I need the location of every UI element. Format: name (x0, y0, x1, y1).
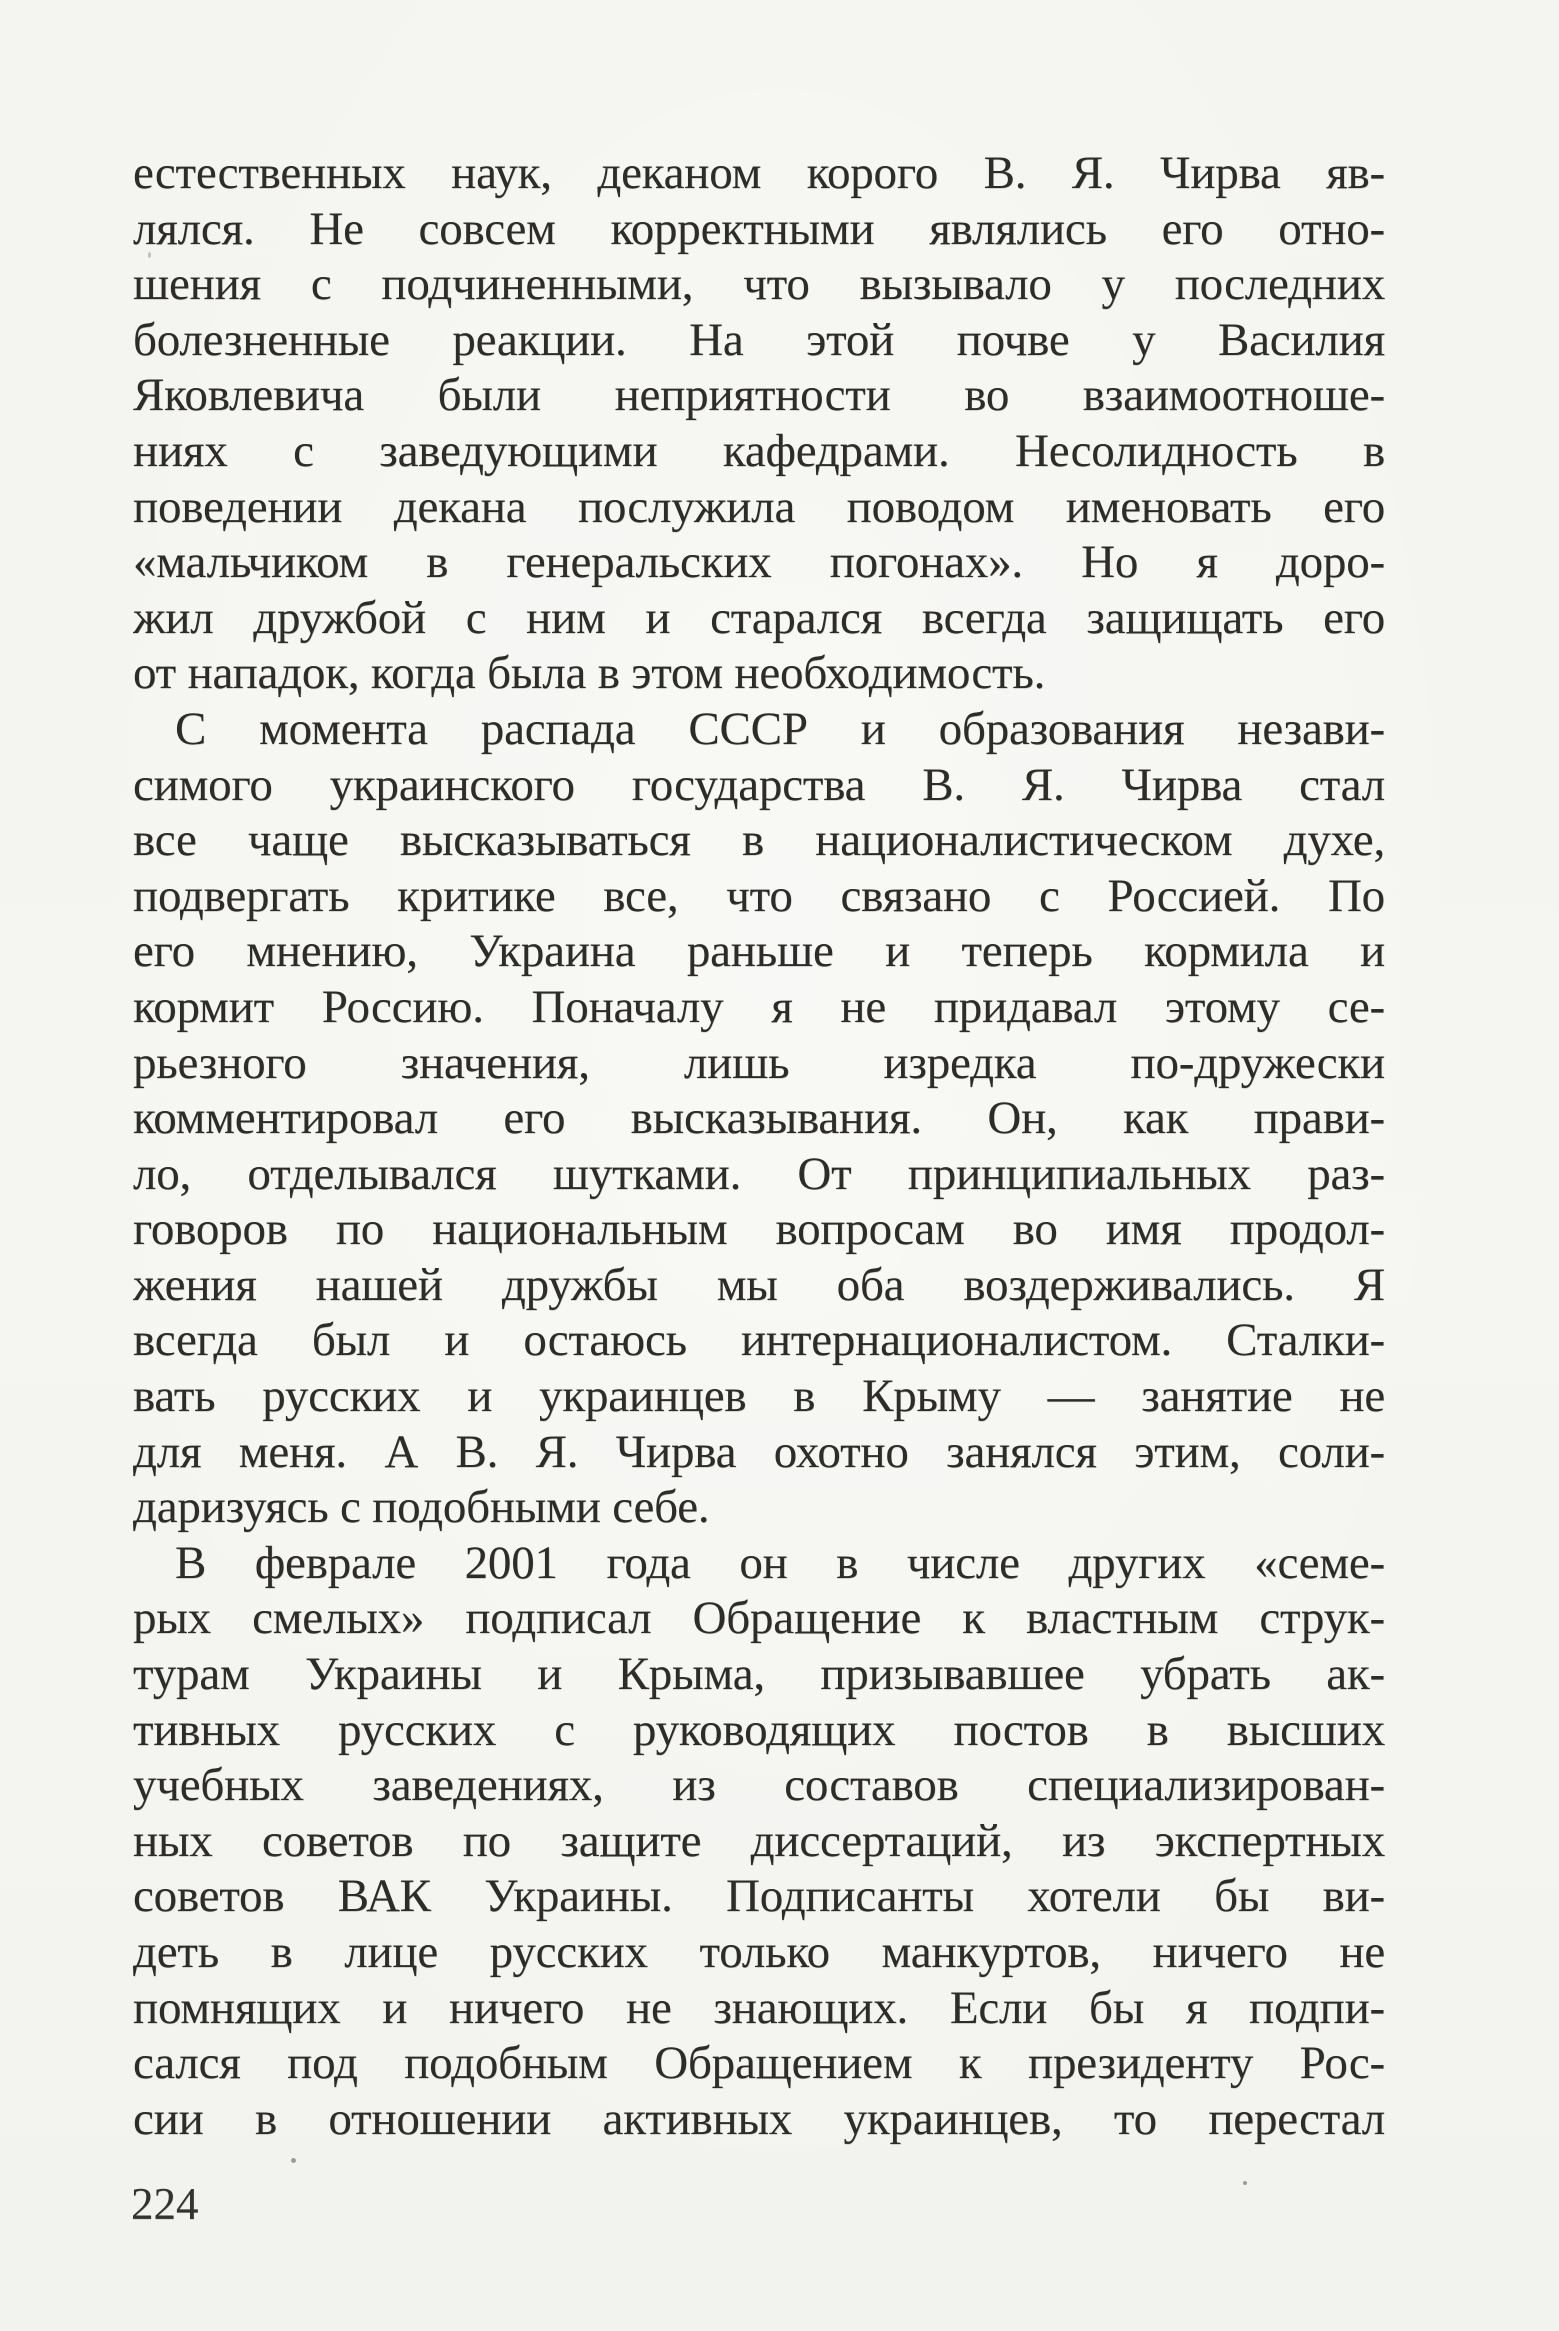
text-line: подвергать критике все, что связано с Россией. По (133, 869, 1385, 922)
text-line: поведении декана послужила поводом именовать его (133, 480, 1385, 533)
text-line: ло, отделывался шутками. От принципиальных раз- (133, 1147, 1385, 1200)
text-line: от нападок, когда была в этом необходимость. (133, 647, 1046, 700)
text-line: лялся. Не совсем корректными являлись его отно- (133, 202, 1385, 255)
text-line: ниях с заведующими кафедрами. Несолидность в (133, 424, 1385, 477)
text-line: турам Украины и Крыма, призывавшее убрать ак- (133, 1648, 1385, 1701)
text-line: естественных наук, деканом корого В. Я. Чирва яв- (133, 147, 1385, 199)
text-line: сался под подобным Обращением к президенту Рос- (133, 2037, 1385, 2090)
text-line: болезненные реакции. На этой почве у Василия (133, 313, 1385, 366)
text-line: деть в лице русских только манкуртов, ничего не (133, 1926, 1385, 1978)
text-line: всегда был и остаюсь интернационалистом. Сталки- (133, 1314, 1385, 1367)
text-line: тивных русских с руководящих постов в высших (133, 1703, 1385, 1756)
text-line: учебных заведениях, из составов специализирован- (133, 1759, 1385, 1812)
text-line: сии в отношении активных украинцев, то перестал (133, 2092, 1385, 2145)
text-line: помнящих и ничего не знающих. Если бы я подпи- (133, 1981, 1385, 2034)
text-line: даризуясь с подобными себе. (133, 1481, 710, 1534)
ink-speck (1243, 2181, 1247, 2185)
text-line: В феврале 2001 года он в числе других «семе- (175, 1536, 1385, 1589)
text-line: шения с подчиненными, что вызывало у последних (133, 258, 1385, 311)
text-line: рьезного значения, лишь изредка по-дружески (133, 1036, 1385, 1089)
text-line: С момента распада СССР и образования незави- (175, 702, 1385, 755)
text-line: советов ВАК Украины. Подписанты хотели бы ви- (133, 1870, 1385, 1923)
text-line: симого украинского государства В. Я. Чирва стал (133, 758, 1385, 811)
text-line: рых смелых» подписал Обращение к властным струк- (133, 1592, 1385, 1645)
text-line: кормит Россию. Поначалу я не придавал этому се- (133, 980, 1385, 1033)
text-line: для меня. А В. Я. Чирва охотно занялся этим, соли- (133, 1425, 1385, 1478)
page-number: 224 (131, 2179, 199, 2229)
text-line: Яковлевича были неприятности во взаимоотноше- (133, 369, 1385, 422)
text-line: ных советов по защите диссертаций, из экспертных (133, 1814, 1385, 1867)
ink-speck (148, 252, 151, 258)
text-line: жил дружбой с ним и старался всегда защищать его (133, 591, 1385, 644)
text-line: комментировал его высказывания. Он, как прави- (133, 1092, 1385, 1145)
text-line: жения нашей дружбы мы оба воздерживались. Я (133, 1258, 1385, 1311)
text-line: все чаще высказываться в националистическом духе, (133, 814, 1385, 867)
text-block (133, 146, 1385, 2147)
text-line: его мнению, Украина раньше и теперь кормила и (133, 925, 1385, 978)
text-line: говоров по национальным вопросам во имя продол- (133, 1203, 1385, 1256)
text-line: «мальчиком в генеральских погонах». Но я доро- (133, 536, 1385, 589)
ink-speck (291, 2158, 296, 2163)
text-line: вать русских и украинцев в Крыму — занятие не (133, 1370, 1385, 1423)
